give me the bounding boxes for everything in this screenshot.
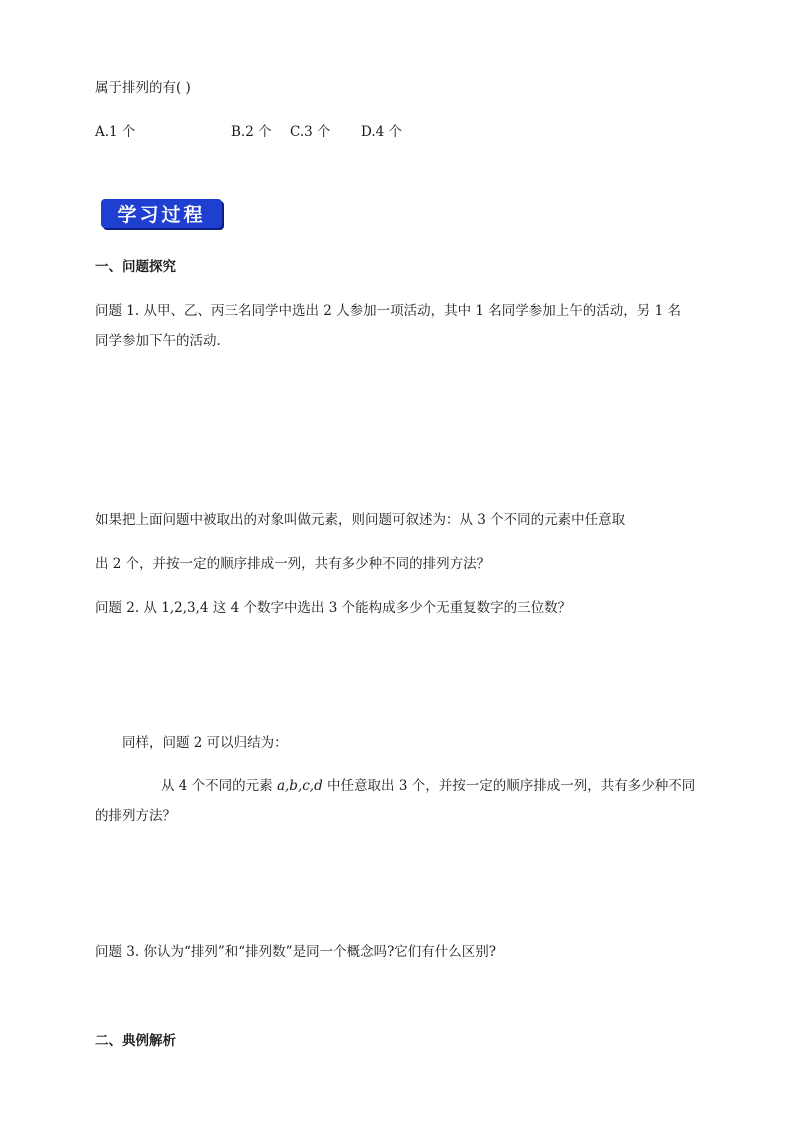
generalization-post: 中任意取出 3 个，并按一定的顺序排成一列，共有多少种不同 (322, 778, 696, 794)
generalization-line-2: 的排列方法？ (95, 808, 176, 824)
question-1-line-2: 同学参加下午的活动. (95, 333, 221, 349)
top-question-text: 属于排列的有( ) (95, 80, 191, 96)
question-3: 问题 3. 你认为“排列”和“排列数”是同一个概念吗?它们有什么区别? (95, 944, 497, 960)
generalization-pre: 从 4 个不同的元素 (161, 778, 277, 794)
part2-heading: 二、典例解析 (95, 1033, 176, 1049)
section-badge (101, 199, 222, 228)
question-2: 问题 2. 从 1,2,3,4 这 4 个数字中选出 3 个能构成多少个无重复数字的三位数？ (95, 600, 572, 616)
restatement-line-2: 出 2 个，并按一定的顺序排成一列，共有多少种不同的排列方法？ (95, 556, 491, 572)
section-badge-label: 学习过程 (117, 204, 206, 226)
question-1-line-1: 问题 1. 从甲、乙、丙三名同学中选出 2 人参加一项活动，其中 1 名同学参加上午的活动，另 1 名 (95, 303, 681, 319)
part1-heading: 一、问题探究 (95, 259, 176, 275)
element-variables: a,b,c,d (276, 778, 323, 794)
restatement-line-1: 如果把上面问题中被取出的对象叫做元素，则问题可叙述为：从 3 个不同的元素中任意取 (95, 512, 626, 528)
option-b: B.2 个 (231, 124, 272, 140)
option-c: C.3 个 (290, 124, 331, 140)
option-a: A.1 个 (95, 124, 136, 140)
generalization-line-1 (161, 776, 695, 796)
option-d: D.4 个 (361, 124, 403, 140)
answer-options (95, 122, 495, 142)
similar-note: 同样，问题 2 可以归结为： (122, 735, 288, 751)
